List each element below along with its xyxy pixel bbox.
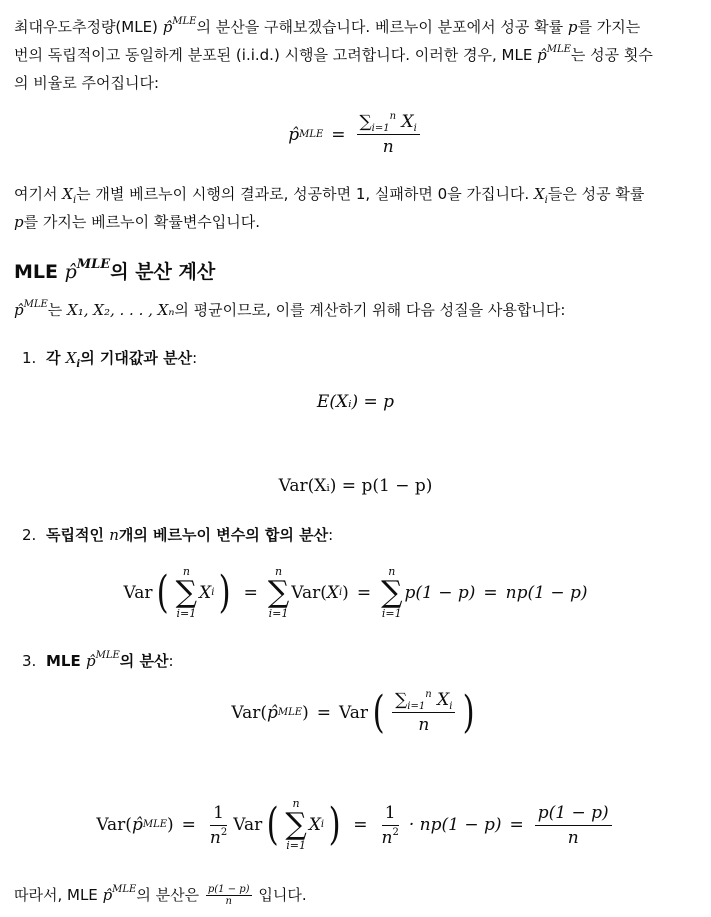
mle-variance-equation-2: Var ( p̂ MLE ) = $\frac{1}{n^2}$ Var ( n ∑ i=1 X i ) = $\frac{1}{n^2}$ · np(1 − p) = $\frac{p(1 - p)}{n}$	[0, 798, 711, 852]
list-item: 1. 각 $X_i$의 기대값과 분산:	[22, 349, 198, 370]
mle-variance-equation-1: Var ( p̂ MLE ) = Var ( $\frac{\sum_{i=1}^n X_i}{n}$ )	[231, 686, 476, 738]
para3-line: p̂$^{MLE}$는 X₁, X₂, . . . , Xₙ의 평균이므로, 이를 계산하기 위해 다음 성질을 사용합니다:	[14, 299, 566, 319]
intro-line-3: 의 비율로 주어집니다:	[14, 74, 160, 92]
list-item: 3. MLE p̂$^{MLE}$의 분산:	[22, 650, 174, 670]
para2-line-1: 여기서 $X_i$는 개별 베르누이 시행의 결과로, 성공하면 1, 실패하면 0을 가집니다. $X_i$들은 성공 확률	[14, 185, 645, 206]
variance-xi-equation: Var(Xᵢ) = p(1 − p)	[278, 476, 433, 496]
intro-line-1: 최대우도추정량(MLE) p̂$^{MLE}$의 분산을 구해보겠습니다. 베르누이 분포에서 성공 확률 p를 가지는	[14, 16, 641, 36]
expectation-equation: E(Xᵢ) = p	[316, 392, 395, 412]
para2-line-2: p를 가지는 베르누이 확률변수입니다.	[14, 213, 261, 231]
mle-fraction: $\frac{\sum_{i=1}^n X_i}{n}$	[357, 112, 420, 157]
intro-line-2: 번의 독립적이고 동일하게 분포된 (i.i.d.) 시행을 고려합니다. 이러한 경우, MLE p̂$^{MLE}$는 성공 횟수	[14, 44, 653, 64]
sum-variance-equation: Var ( n ∑ i=1 X i ) = n ∑ i=1 Var ( X i ) = n ∑ i=1 p(1 − p) = np(1 − p)	[123, 565, 588, 620]
mle-definition-equation: p̂ MLE = $\frac{\sum_{i=1}^n X_i}{n}$	[0, 112, 711, 157]
list-item: 2. 독립적인 n개의 베르누이 변수의 합의 분산:	[22, 526, 334, 544]
p-hat-symbol: p̂	[162, 18, 173, 36]
section-heading: MLE p̂$^{MLE}$의 분산 계산	[14, 257, 216, 283]
conclusion-line: 따라서, MLE p̂$^{MLE}$의 분산은 $\frac{p(1 - p)}{n}$ 입니다.	[14, 884, 307, 907]
conclusion-fraction: $\frac{p(1 - p)}{n}$	[207, 884, 250, 907]
